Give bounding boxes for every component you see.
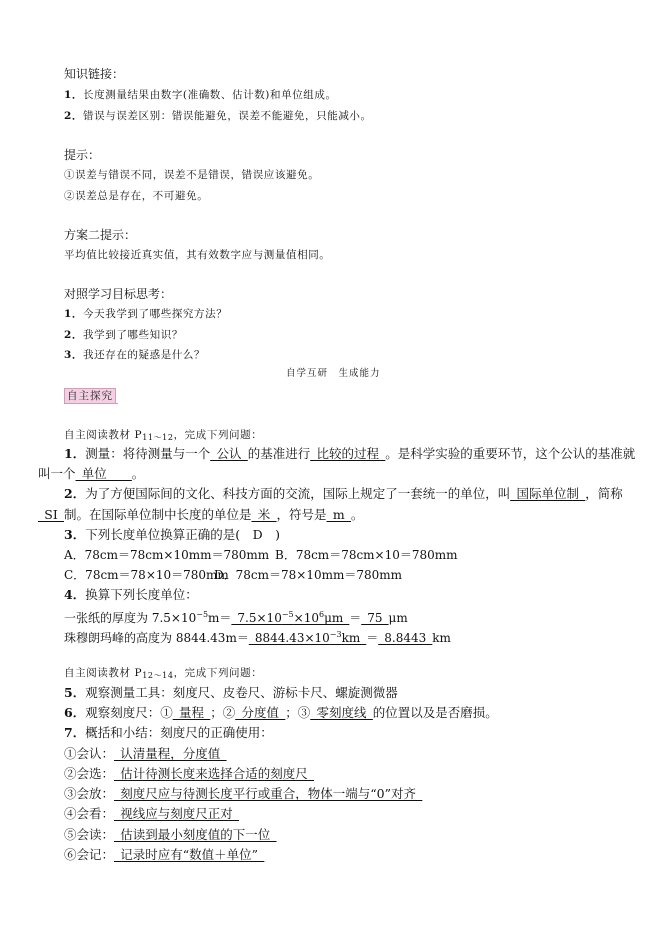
answer-part: μm_ <box>324 611 350 625</box>
question-text: 换算下列长度单位： <box>85 587 198 602</box>
exponent: 6 <box>318 610 325 619</box>
badge-divider <box>64 403 118 404</box>
answer-blank: _公认_ <box>210 446 248 461</box>
question-text: 珠穆朗玛峰的高度为 8844.43m＝ <box>64 631 249 645</box>
answer-blank: _比较的过程_ <box>310 446 386 461</box>
answer-blank: _刻度尺应与待测长度平行或重合，物体一端与“0”对齐_ <box>114 786 423 801</box>
answer-blank: _米_ <box>251 507 277 522</box>
answer-blank: _国际单位制_ <box>510 486 586 501</box>
answer-part: km_ <box>341 631 367 645</box>
reading-instruction-2 <box>64 664 262 685</box>
question-text: ，符号是 <box>276 507 327 522</box>
reflect-heading: 对照学习目标思考： <box>64 287 173 301</box>
answer-blank: _分度值_ <box>235 705 286 720</box>
page-range: 12～14 <box>142 671 174 680</box>
answer-blank: _75_ <box>361 611 389 625</box>
answer-blank: _量程_ <box>172 705 211 720</box>
question-number: 2． <box>64 486 86 501</box>
question-number: 6． <box>64 705 86 720</box>
question-number: 1． <box>64 446 86 461</box>
tips-item-1: ①误差与错误不同，误差不是错误，错误应该避免。 <box>64 169 320 181</box>
question-1-line-1 <box>64 445 635 463</box>
reflect-item-2 <box>64 326 183 344</box>
knowledge-heading: 知识链接： <box>64 67 125 81</box>
question-text: 下列长度单位换算正确的是( D ) <box>85 527 280 542</box>
item-text: 长度测量结果由数字(准确数、估计数)和单位组成。 <box>83 89 337 101</box>
answer-blank: _记录时应有“数值＋单位”_ <box>114 847 265 862</box>
question-text: 叫一个 <box>38 466 76 481</box>
question-4-line-1 <box>64 606 408 627</box>
question-number: 7． <box>64 725 86 740</box>
question-text: ；② <box>210 705 236 720</box>
answer-part: _7.5×10 <box>231 611 282 625</box>
exponent: −5 <box>196 610 209 619</box>
answer-blank: _认清量程，分度值_ <box>114 746 227 761</box>
question-1-line-2 <box>38 465 144 483</box>
knowledge-item-1 <box>64 86 337 104</box>
answer-blank <box>249 631 366 645</box>
equals-sign: ＝ <box>366 631 379 645</box>
item-text: 今天我学到了哪些探究方法？ <box>83 308 228 320</box>
question-text: 。 <box>131 466 145 481</box>
tips-heading: 提示： <box>64 148 101 162</box>
plan2-text: 平均值比较接近真实值，其有效数字应与测量值相同。 <box>64 249 331 261</box>
question-text: ；③ <box>285 705 311 720</box>
answer-blank: _8.8443_ <box>378 631 433 645</box>
reading-post: ，完成下列问题： <box>173 429 263 441</box>
question-text: 。 <box>350 507 364 522</box>
item-label: ⑤会读： <box>64 827 115 842</box>
answer-blank: _估计待测长度来选择合适的刻度尺_ <box>114 766 315 781</box>
question-7-item-6 <box>64 846 264 864</box>
question-text: ：将待测量与一个 <box>110 446 211 461</box>
answer-blank: _估读到最小刻度值的下一位_ <box>114 827 277 842</box>
question-number: 4． <box>64 587 86 602</box>
reflect-item-3 <box>64 346 205 364</box>
unit: μm <box>388 611 408 625</box>
unit: km <box>432 631 451 645</box>
reflect-item-1 <box>64 305 227 323</box>
item-text: 我还存在的疑惑是什么？ <box>83 349 206 361</box>
reading-instruction-1 <box>64 426 262 447</box>
question-number: 3． <box>64 527 86 542</box>
item-label: ④会看： <box>64 806 115 821</box>
question-7-item-2 <box>64 765 314 783</box>
equals-sign: ＝ <box>349 611 362 625</box>
page-range: 11～12 <box>142 433 174 442</box>
item-text: 我学到了哪些知识？ <box>83 329 183 341</box>
item-label: ③会放： <box>64 786 115 801</box>
question-text: 。是科学实验的重要环节，这个公认的基准就 <box>385 446 636 461</box>
answer-blank: _单位____ <box>75 466 132 481</box>
question-4-line-2 <box>64 626 451 647</box>
question-7-item-3 <box>64 785 422 803</box>
question-6 <box>64 704 498 722</box>
question-5 <box>64 684 398 702</box>
item-number: 3． <box>64 349 84 361</box>
exponent: −3 <box>329 630 342 639</box>
question-text: 的基准进行 <box>247 446 311 461</box>
question-text: 概括和小结：刻度尺的正确使用： <box>85 725 273 740</box>
item-number: 2． <box>64 110 84 122</box>
question-text: 观察测量工具：刻度尺、皮卷尺、游标卡尺、螺旋测微器 <box>85 685 398 700</box>
item-number: 1． <box>64 89 84 101</box>
answer-blank: _m_ <box>326 507 351 522</box>
question-text: 一张纸的厚度为 7.5×10 <box>64 611 197 625</box>
item-number: 1． <box>64 308 84 320</box>
question-2-line-1 <box>64 485 623 503</box>
question-text: ，简称 <box>585 486 623 501</box>
question-2-line-2 <box>38 506 363 524</box>
exponent: −5 <box>281 610 294 619</box>
question-number: 5． <box>64 685 86 700</box>
question-7-item-1 <box>64 745 227 763</box>
question-7-stem <box>64 724 273 742</box>
question-3-stem <box>64 526 280 544</box>
reading-pre: 自主阅读教材 P <box>64 667 143 679</box>
question-3-option-d: D．78cm＝78×10mm＝780mm <box>214 568 403 582</box>
knowledge-item-2 <box>64 107 372 125</box>
answer-blank: _SI_ <box>38 507 65 522</box>
question-3-option-b: B．78cm＝78cm×10＝780mm <box>275 548 458 562</box>
reading-post: ，完成下列问题： <box>173 667 263 679</box>
answer-blank <box>231 611 349 625</box>
question-text: m＝ <box>208 611 232 625</box>
section-title: 自学互研 生成能力 <box>286 368 381 379</box>
question-4-stem <box>64 586 198 604</box>
question-text: 观察刻度尺：① <box>85 705 173 720</box>
plan2-heading: 方案二提示： <box>64 228 137 242</box>
reading-pre: 自主阅读教材 P <box>64 429 143 441</box>
answer-blank: _视线应与刻度尺正对_ <box>114 806 240 821</box>
answer-part: ×10 <box>293 611 319 625</box>
question-text: 制。在国际单位制中长度的单位是 <box>64 507 252 522</box>
tips-item-2: ②误差总是存在，不可避免。 <box>64 190 209 202</box>
answer-blank: _零刻度线_ <box>310 705 373 720</box>
question-text: 为了方便国际间的文化、科技方面的交流，国际上规定了一套统一的单位，叫 <box>85 486 511 501</box>
question-3-option-c: C．78cm＝78×10＝780mm <box>64 568 229 582</box>
item-number: 2． <box>64 329 84 341</box>
item-label: ①会认： <box>64 746 115 761</box>
question-7-item-4 <box>64 805 239 823</box>
question-3-option-a: A．78cm＝78cm×10mm＝780mm <box>64 548 270 562</box>
answer-part: _8844.43×10 <box>248 631 330 645</box>
question-label: 测量 <box>85 446 111 461</box>
item-label: ⑥会记： <box>64 847 115 862</box>
self-study-badge: 自主探究 <box>64 388 116 404</box>
question-7-item-5 <box>64 826 277 844</box>
item-label: ②会选： <box>64 766 115 781</box>
item-text: 错误与误差区别：错误能避免，误差不能避免，只能减小。 <box>83 110 372 122</box>
question-text: 的位置以及是否磨损。 <box>372 705 498 720</box>
